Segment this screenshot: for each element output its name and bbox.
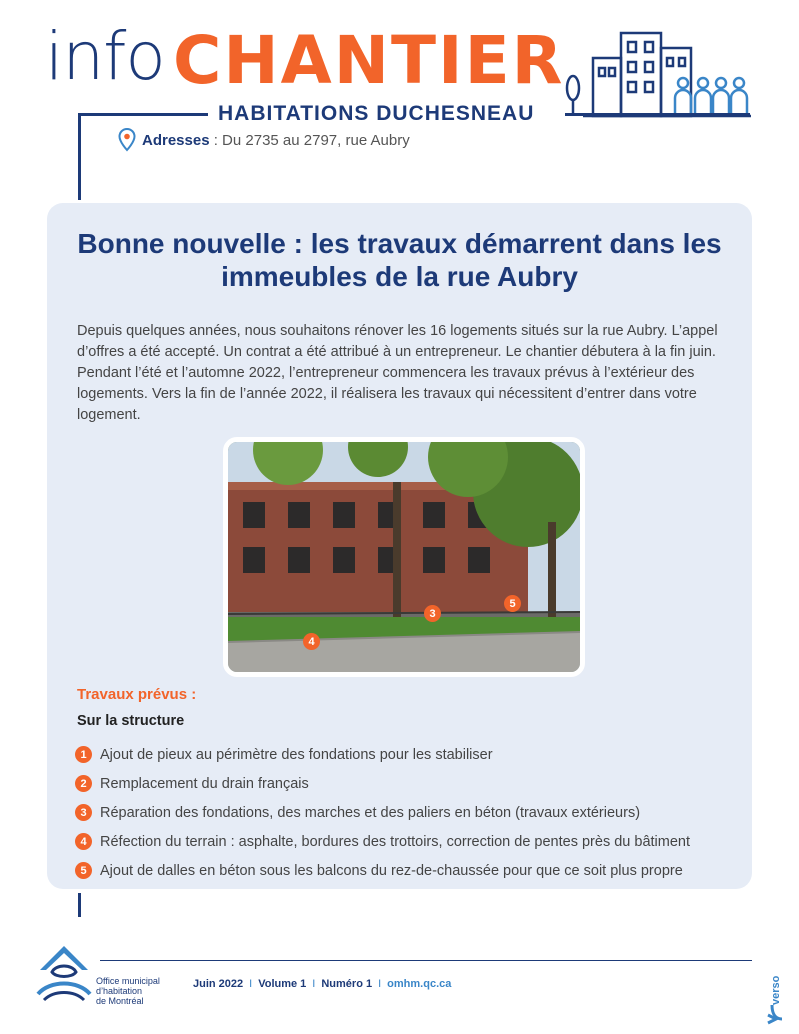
work-text: Ajout de pieux au périmètre des fondations pour les stabiliser [100, 746, 493, 763]
issue-number: Numéro 1 [321, 978, 373, 990]
separator: I [378, 978, 382, 990]
address-value: : Du 2735 au 2797, rue Aubry [209, 131, 410, 149]
work-number: 1 [75, 746, 92, 763]
logo-chantier-text: CHANTIER [173, 22, 565, 99]
issue-info [193, 978, 451, 990]
separator: I [249, 978, 253, 990]
org-name: Office municipal d’habitation de Montréal [96, 976, 160, 1006]
planned-work-title: Travaux prévus : [77, 686, 197, 703]
header-rule-vertical [78, 115, 81, 200]
separator: I [312, 978, 316, 990]
work-number: 2 [75, 775, 92, 792]
list-item [75, 856, 745, 885]
headline: Bonne nouvelle : les travaux démarrent dans les immeubles de la rue Aubry [77, 228, 722, 292]
website-link[interactable]: omhm.qc.ca [387, 978, 452, 990]
news-card [47, 203, 752, 889]
project-name: HABITATIONS DUCHESNEAU [218, 102, 535, 125]
work-text: Remplacement du drain français [100, 775, 309, 792]
list-item [75, 827, 745, 856]
work-number: 3 [75, 804, 92, 821]
building-photo [223, 437, 585, 677]
omhm-logo-icon [34, 944, 94, 1002]
intro-paragraph: Depuis quelques années, nous souhaitons rénover les 16 logements situés sur la rue Aubry. L’appel d’offres a été accepté. Un contrat a été attribué à un entrepreneur. Le chantier débutera à la fin juin. Pendant l’été et l’automne 2022, l’entrepreneur commencera les travaux prévus à l’extérieur des logements. Vers la fin de l’année 2022, il réalisera les travaux qui nécessitent d’entrer dans votre logement. [77, 323, 718, 423]
photo-marker-5: 5 [504, 595, 521, 612]
logo-info-text: info [45, 18, 165, 95]
header-rule-right [565, 113, 750, 116]
location-pin-icon [118, 128, 136, 152]
work-text: Ajout de dalles en béton sous les balcons du rez-de-chaussée pour que ce soit plus propre [100, 862, 683, 879]
issue-volume: Volume 1 [258, 978, 307, 990]
work-text: Réfection du terrain : asphalte, bordures des trottoirs, correction de pentes près du bâtiment [100, 833, 690, 850]
issue-date: Juin 2022 [193, 978, 244, 990]
work-number: 4 [75, 833, 92, 850]
header-rule-left [78, 113, 208, 116]
list-item [75, 798, 745, 827]
list-item [75, 740, 745, 769]
work-text: Réparation des fondations, des marches et des paliers en béton (travaux extérieurs) [100, 804, 641, 821]
photo-marker-3: 3 [424, 605, 441, 622]
footer-rule [100, 960, 752, 961]
work-list [75, 740, 745, 885]
list-item [75, 769, 745, 798]
address-line [118, 128, 410, 152]
verso-label[interactable]: verso [770, 975, 782, 1005]
footer-rule-vertical [78, 893, 81, 917]
work-number: 5 [75, 862, 92, 879]
photo-marker-4: 4 [303, 633, 320, 650]
city-buildings-illustration [563, 28, 753, 118]
structure-subtitle: Sur la structure [77, 713, 185, 729]
address-label: Adresses [142, 131, 210, 149]
